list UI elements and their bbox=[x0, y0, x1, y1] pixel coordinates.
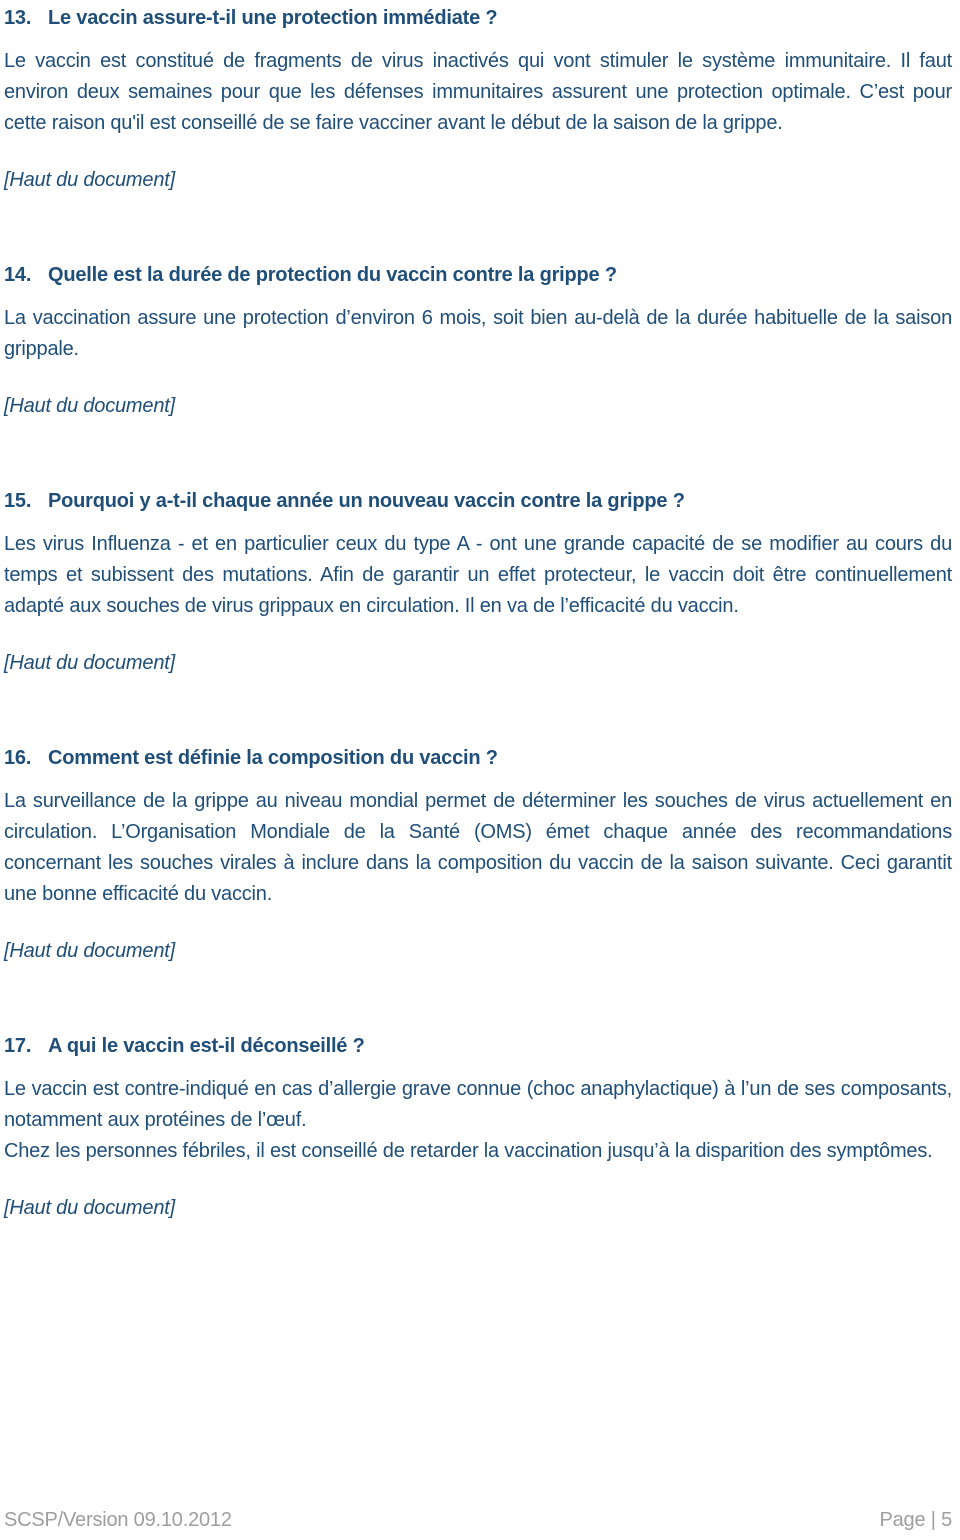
question-heading bbox=[4, 486, 952, 516]
top-of-document-link[interactable]: [Haut du document] bbox=[4, 395, 175, 417]
answer-paragraph: Le vaccin est contre-indiqué en cas d’allergie grave connue (choc anaphylactique) à l’un de ses composants, notamment aux protéines de l’œuf. bbox=[4, 1078, 952, 1131]
question-number: 14. bbox=[4, 264, 32, 286]
top-of-document-link[interactable]: [Haut du document] bbox=[4, 169, 175, 191]
question-heading bbox=[4, 743, 952, 773]
question-number: 13. bbox=[4, 7, 32, 29]
answer-text bbox=[4, 529, 952, 622]
answer-text bbox=[4, 1074, 952, 1167]
answer-paragraph: Le vaccin est constitué de fragments de virus inactivés qui vont stimuler le système immunitaire. Il faut environ deux semaines pour que les défenses immunitaires assurent une protection optimale. C’est pour cette raison qu'il est conseillé de se faire vacciner avant le début de la saison de la grippe. bbox=[4, 50, 952, 134]
answer-text bbox=[4, 46, 952, 139]
page-footer bbox=[4, 1508, 952, 1532]
answer-paragraph: La vaccination assure une protection d’environ 6 mois, soit bien au-delà de la durée habituelle de la saison grippale. bbox=[4, 307, 952, 360]
footer-page-number: Page | 5 bbox=[879, 1509, 952, 1531]
question-heading bbox=[4, 1031, 952, 1061]
answer-text bbox=[4, 303, 952, 365]
answer-text bbox=[4, 786, 952, 910]
top-link-row bbox=[4, 938, 952, 964]
answer-paragraph: Chez les personnes fébriles, il est conseillé de retarder la vaccination jusqu’à la disparition des symptômes. bbox=[4, 1140, 933, 1162]
question-number: 16. bbox=[4, 747, 32, 769]
top-of-document-link[interactable]: [Haut du document] bbox=[4, 652, 175, 674]
top-of-document-link[interactable]: [Haut du document] bbox=[4, 1197, 175, 1219]
question-heading bbox=[4, 260, 952, 290]
faq-section-13 bbox=[4, 3, 952, 193]
faq-section-14 bbox=[4, 260, 952, 419]
question-number: 15. bbox=[4, 490, 32, 512]
question-title: A qui le vaccin est-il déconseillé ? bbox=[48, 1035, 365, 1057]
top-of-document-link[interactable]: [Haut du document] bbox=[4, 940, 175, 962]
faq-section-17 bbox=[4, 1031, 952, 1221]
question-number: 17. bbox=[4, 1035, 32, 1057]
answer-paragraph: La surveillance de la grippe au niveau mondial permet de déterminer les souches de virus actuellement en circulation. L’Organisation Mondiale de la Santé (OMS) émet chaque année des recommandations concernant les souches virales à inclure dans la composition du vaccin de la saison suivante. Ceci garantit une bonne efficacité du vaccin. bbox=[4, 790, 952, 905]
question-title: Comment est définie la composition du vaccin ? bbox=[48, 747, 498, 769]
footer-version: SCSP/Version 09.10.2012 bbox=[4, 1509, 232, 1531]
faq-section-16 bbox=[4, 743, 952, 964]
question-title: Pourquoi y a-t-il chaque année un nouveau vaccin contre la grippe ? bbox=[48, 490, 685, 512]
top-link-row bbox=[4, 393, 952, 419]
question-title: Le vaccin assure-t-il une protection immédiate ? bbox=[48, 7, 498, 29]
faq-section-15 bbox=[4, 486, 952, 676]
answer-paragraph: Les virus Influenza - et en particulier ceux du type A - ont une grande capacité de se modifier au cours du temps et subissent des mutations. Afin de garantir un effet protecteur, le vaccin doit être continuellement adapté aux souches de virus grippaux en circulation. Il en va de l’efficacité du vaccin. bbox=[4, 533, 952, 617]
top-link-row bbox=[4, 1195, 952, 1221]
top-link-row bbox=[4, 650, 952, 676]
question-title: Quelle est la durée de protection du vaccin contre la grippe ? bbox=[48, 264, 617, 286]
question-heading bbox=[4, 3, 952, 33]
top-link-row bbox=[4, 167, 952, 193]
